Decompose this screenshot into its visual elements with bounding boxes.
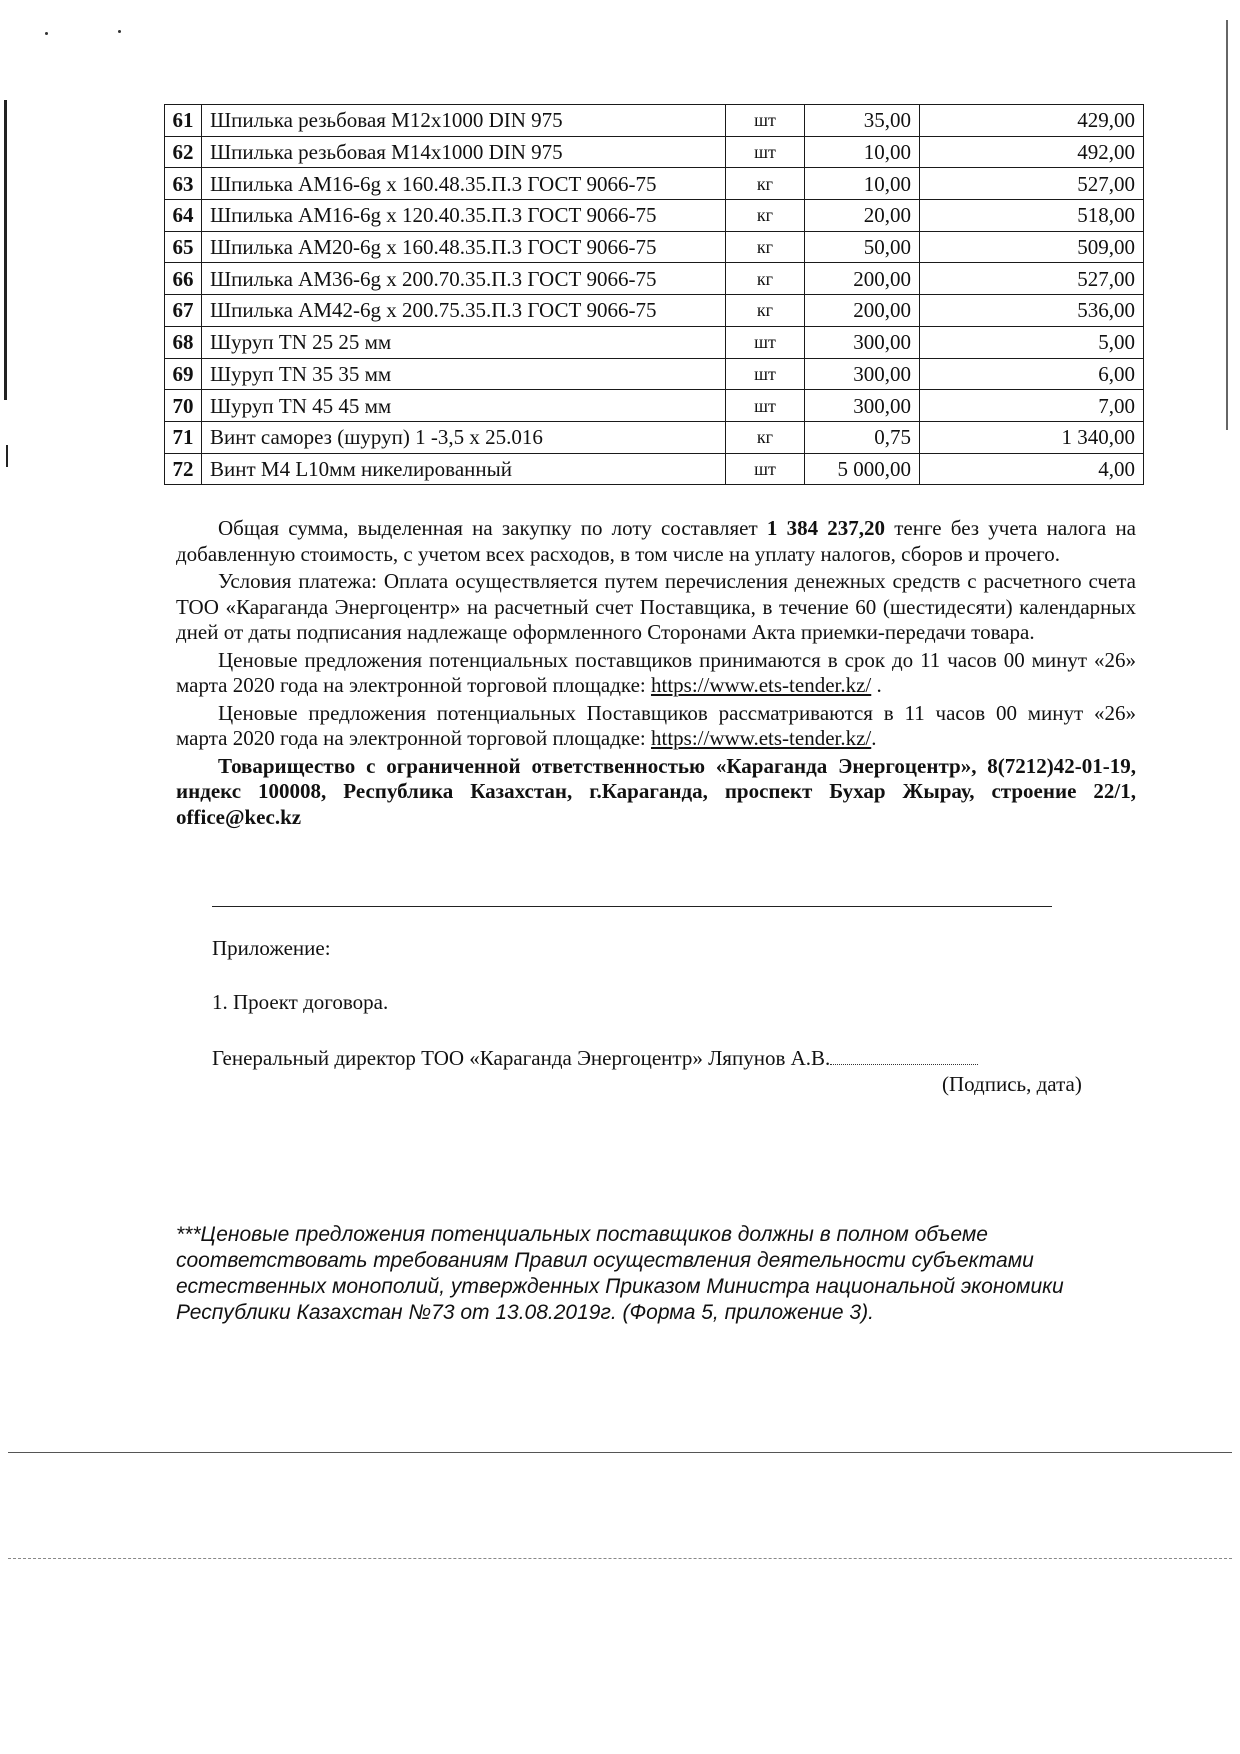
- table-row: [165, 200, 1144, 232]
- row-number: 67: [165, 295, 202, 327]
- items-table: [164, 104, 1144, 485]
- separator-line: [212, 906, 1052, 907]
- scan-edge-mark: [1226, 20, 1228, 430]
- item-unit: кг: [726, 200, 805, 232]
- item-quantity: 200,00: [805, 295, 920, 327]
- item-price: 492,00: [920, 136, 1144, 168]
- accept-end: .: [871, 673, 882, 697]
- item-name: Винт саморез (шуруп) 1 -3,5 х 25.016: [202, 421, 726, 453]
- row-number: 61: [165, 105, 202, 137]
- scan-dot: [118, 30, 121, 33]
- item-name: Шпилька АМ16-6g х 120.40.35.П.3 ГОСТ 9066-75: [202, 200, 726, 232]
- appendix-heading: Приложение:: [212, 936, 331, 960]
- row-number: 71: [165, 421, 202, 453]
- review-end: .: [871, 726, 877, 750]
- signature-blank: [830, 1048, 978, 1065]
- row-number: 62: [165, 136, 202, 168]
- table-row: [165, 168, 1144, 200]
- accept-paragraph: [176, 648, 1136, 699]
- item-price: 1 340,00: [920, 421, 1144, 453]
- total-paragraph: [176, 516, 1136, 567]
- item-quantity: 50,00: [805, 231, 920, 263]
- item-name: Шпилька АМ16-6g х 160.48.35.П.3 ГОСТ 9066-75: [202, 168, 726, 200]
- item-unit: шт: [726, 358, 805, 390]
- item-price: 6,00: [920, 358, 1144, 390]
- bottom-dashed-rule: [8, 1558, 1232, 1559]
- company-details: [176, 754, 1136, 831]
- item-price: 509,00: [920, 231, 1144, 263]
- row-number: 70: [165, 390, 202, 422]
- item-name: Шпилька АМ36-6g х 200.70.35.П.3 ГОСТ 9066-75: [202, 263, 726, 295]
- item-quantity: 300,00: [805, 326, 920, 358]
- total-amount: 1 384 237,20: [766, 516, 886, 540]
- footnote: ***Ценовые предложения потенциальных поставщиков должны в полном объеме соответствовать требованиям Правил осуществления деятельности субъектами естественных монополий, утвержденных Приказом Министра национальной экономики Республики Казахстан №73 от 13.08.2019г. (Форма 5, приложение 3).: [176, 1223, 1064, 1324]
- item-name: Шуруп TN 35 35 мм: [202, 358, 726, 390]
- payment-terms: Условия платежа: Оплата осуществляется путем перечисления денежных средств с расчетного счета ТОО «Караганда Энергоцентр» на расчетный счет Поставщика, в течение 60 (шестидесяти) календарных дней от даты подписания надлежаще оформленного Сторонами Акта приемки-передачи товара.: [176, 569, 1136, 644]
- table-row: [165, 358, 1144, 390]
- row-number: 66: [165, 263, 202, 295]
- accept-link[interactable]: https://www.ets-tender.kz/: [650, 673, 872, 697]
- table-row: [165, 263, 1144, 295]
- item-unit: кг: [726, 168, 805, 200]
- item-unit: шт: [726, 326, 805, 358]
- item-unit: шт: [726, 453, 805, 485]
- table-row: [165, 295, 1144, 327]
- row-number: 68: [165, 326, 202, 358]
- signature-caption: (Подпись, дата): [942, 1072, 1082, 1096]
- item-quantity: 10,00: [805, 136, 920, 168]
- row-number: 72: [165, 453, 202, 485]
- scan-dot: [45, 32, 48, 35]
- item-quantity: 200,00: [805, 263, 920, 295]
- item-name: Шпилька АМ42-6g х 200.75.35.П.3 ГОСТ 9066-75: [202, 295, 726, 327]
- table-row: [165, 231, 1144, 263]
- item-unit: шт: [726, 390, 805, 422]
- item-quantity: 0,75: [805, 421, 920, 453]
- item-name: Шуруп TN 45 45 мм: [202, 390, 726, 422]
- row-number: 65: [165, 231, 202, 263]
- item-quantity: 35,00: [805, 105, 920, 137]
- item-price: 7,00: [920, 390, 1144, 422]
- item-quantity: 300,00: [805, 358, 920, 390]
- table-row: [165, 136, 1144, 168]
- item-quantity: 300,00: [805, 390, 920, 422]
- item-name: Шпилька АМ20-6g х 160.48.35.П.3 ГОСТ 9066-75: [202, 231, 726, 263]
- item-price: 5,00: [920, 326, 1144, 358]
- item-name: Шпилька резьбовая М12х1000 DIN 975: [202, 105, 726, 137]
- review-paragraph: [176, 701, 1136, 752]
- item-unit: кг: [726, 231, 805, 263]
- review-text: Ценовые предложения потенциальных Поставщиков рассматриваются в 11 часов 00 минут «26» марта 2020 года на электронной торговой площадке:: [176, 700, 1136, 750]
- total-text-after: тенге без учета налога на добавленную стоимость, с учетом всех расходов, в том числе на уплату налогов, сборов и прочего.: [176, 516, 1137, 566]
- review-link[interactable]: https://www.ets-tender.kz/: [650, 726, 872, 750]
- item-quantity: 10,00: [805, 168, 920, 200]
- signature-text: Генеральный директор ТОО «Караганда Энергоцентр» Ляпунов А.В.: [212, 1046, 831, 1070]
- items-table-body: [165, 105, 1144, 485]
- item-quantity: 5 000,00: [805, 453, 920, 485]
- row-number: 64: [165, 200, 202, 232]
- body-text: [176, 516, 1136, 830]
- item-unit: кг: [726, 263, 805, 295]
- item-price: 536,00: [920, 295, 1144, 327]
- item-name: Шпилька резьбовая М14х1000 DIN 975: [202, 136, 726, 168]
- item-price: 527,00: [920, 168, 1144, 200]
- item-name: Шуруп TN 25 25 мм: [202, 326, 726, 358]
- signature-line: [212, 1046, 978, 1071]
- total-text-before: Общая сумма, выделенная на закупку по лоту составляет: [218, 516, 767, 540]
- item-quantity: 20,00: [805, 200, 920, 232]
- item-unit: шт: [726, 136, 805, 168]
- scan-edge-mark: [4, 100, 7, 400]
- row-number: 69: [165, 358, 202, 390]
- scan-edge-mark: [6, 445, 8, 467]
- company-text: Товарищество с ограниченной ответственностью «Караганда Энергоцентр», 8(7212)42-01-19, индекс 100008, Республика Казахстан, г.Караганда, проспект Бухар Жырау, строение 22/1, office@kec.kz: [176, 753, 1136, 829]
- appendix-item: 1. Проект договора.: [212, 990, 389, 1014]
- table-row: [165, 453, 1144, 485]
- item-unit: кг: [726, 295, 805, 327]
- accept-text: Ценовые предложения потенциальных поставщиков принимаются в срок до 11 часов 00 минут «26» марта 2020 года на электронной торговой площадке:: [176, 647, 1136, 697]
- table-row: [165, 390, 1144, 422]
- item-unit: кг: [726, 421, 805, 453]
- item-unit: шт: [726, 105, 805, 137]
- row-number: 63: [165, 168, 202, 200]
- table-row: [165, 326, 1144, 358]
- bottom-rule: [8, 1452, 1232, 1453]
- item-price: 518,00: [920, 200, 1144, 232]
- table-row: [165, 421, 1144, 453]
- table-row: [165, 105, 1144, 137]
- item-price: 4,00: [920, 453, 1144, 485]
- item-name: Винт М4 L10мм никелированный: [202, 453, 726, 485]
- item-price: 429,00: [920, 105, 1144, 137]
- item-price: 527,00: [920, 263, 1144, 295]
